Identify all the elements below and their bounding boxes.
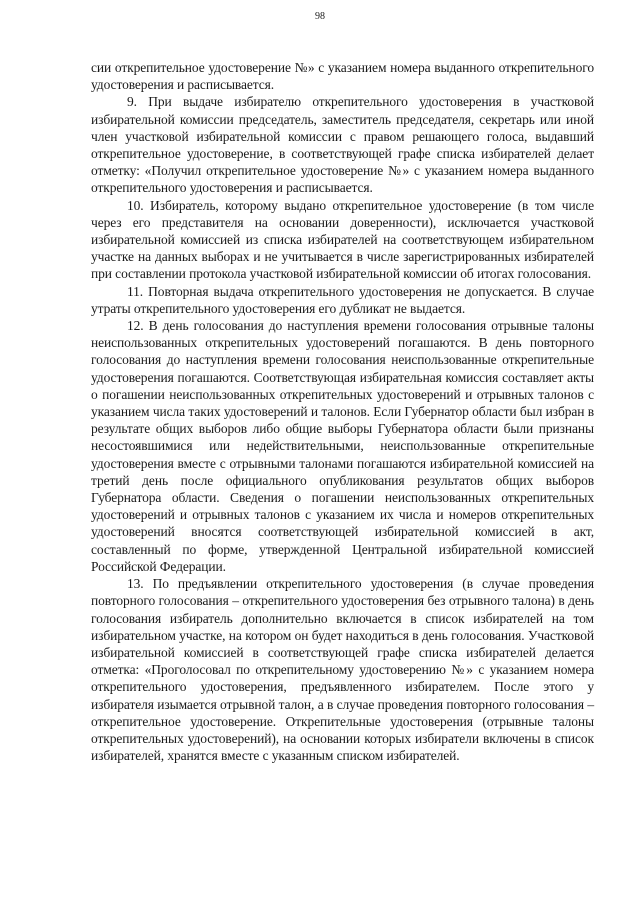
paragraph-11: 11. Повторная выдача открепительного удостоверения не допускается. В случае утраты открепительного удостоверения его дубликат не выдается.	[91, 283, 594, 316]
paragraph-9: 9. При выдаче избирателю открепительного удостоверения в участковой избирательной комиссии председатель, заместитель председателя, секретарь или иной член участковой избирательной комиссии с правом решающего голоса, выдавший открепительное удостоверение, в соответствующей графе списка избирателей делает отметку: «Получил открепительное удостоверение №» с указанием номера выданного открепительного удостоверения и расписывается.	[91, 94, 594, 196]
page-number: 98	[315, 11, 325, 22]
paragraph-continuation: сии открепительное удостоверение №» с указанием номера выданного открепительного удостоверения и расписывается.	[91, 60, 594, 93]
paragraph-12: 12. В день голосования до наступления времени голосования отрывные талоны неиспользованных открепительных удостоверений погашаются. В день повторного голосования до наступления времени голосования неиспользованные открепительные удостоверения погашаются. Соответствующая избирательная комиссия составляет акты о погашении неиспользованных открепительных удостоверений и отрывных талонов с указанием числа таких удостоверений и талонов. Если Губернатор области был избран в результате общих выборов либо общие выборы Губернатора области были признаны несостоявшимися или недействительными, неиспользованные открепительные удостоверения вместе с отрывными талонами погашаются избирательной комиссией на третий день после официального опубликования результатов общих выборов Губернатора области. Сведения о погашении неиспользованных открепительных удостоверений и отрывных талонов с указанием их числа и номеров открепительных удостоверений вносятся соответствующей избирательной комиссией в акт, составленный по форме, утвержденной Центральной избирательной комиссией Российской Федерации.	[91, 318, 594, 574]
paragraph-10: 10. Избиратель, которому выдано открепительное удостоверение (в том числе через его представителя на основании доверенности), исключается участковой избирательной комиссией из списка избирателей на соответствующем избирательном участке на данных выборах и не учитывается в числе зарегистрированных избирателей при составлении протокола участковой избирательной комиссии об итогах голосования.	[91, 197, 594, 282]
text-body	[91, 59, 594, 764]
paragraph-13: 13. По предъявлении открепительного удостоверения (в случае проведения повторного голосования – открепительного удостоверения без отрывного талона) в день голосования избиратель дополнительно включается в список избирателей на том избирательном участке, на котором он будет находиться в день голосования. Участковой избирательной комиссией в соответствующей графе списка избирателей делается отметка: «Проголосовал по открепительному удостоверению №» с указанием номера открепительного удостоверения, предъявленного избирателем. После этого у избирателя изымается отрывной талон, а в случае проведения повторного голосования – открепительное удостоверение. Открепительные удостоверения (отрывные талоны открепительных удостоверений), на основании которых избиратели включены в список избирателей, хранятся вместе с указанным списком избирателей.	[91, 576, 594, 764]
